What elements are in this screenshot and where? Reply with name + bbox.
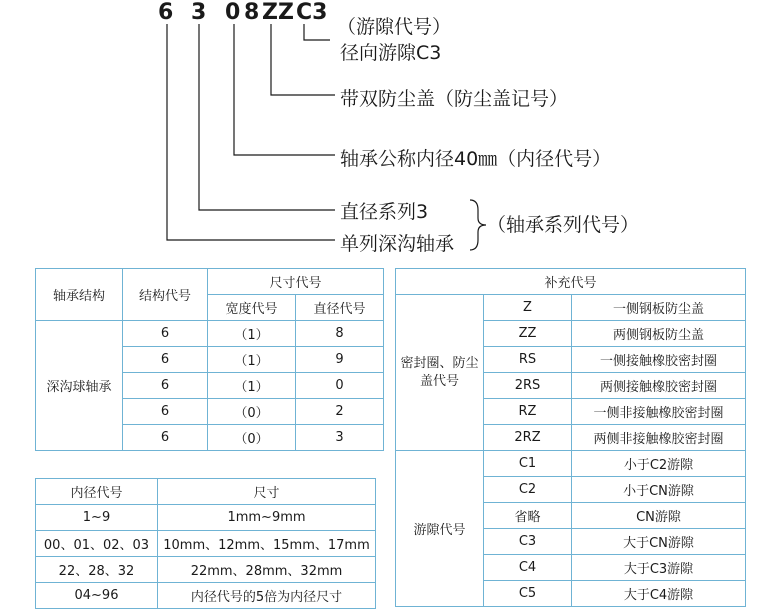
code-digit-bore-1: 0 xyxy=(225,0,241,25)
header-bore-code: 内径代号 xyxy=(36,479,158,505)
table-row xyxy=(36,505,376,531)
leader-shield xyxy=(271,24,335,95)
cell-bore-code: 04~96 xyxy=(36,583,158,609)
cell-desc: 两侧非接触橡胶密封圈 xyxy=(572,425,746,451)
cell-code: 省略 xyxy=(484,503,572,529)
table-row xyxy=(396,295,746,321)
cell-code: 6 xyxy=(123,425,208,451)
cell-desc: 小于C2游隙 xyxy=(572,451,746,477)
code-digit-type: 6 xyxy=(158,0,174,25)
cell-desc: 大于C4游隙 xyxy=(572,581,746,607)
leader-bore xyxy=(234,24,335,155)
label-shield: 带双防尘盖（防尘盖记号） xyxy=(340,88,569,110)
structure-table xyxy=(35,268,384,451)
header-diameter-code: 直径代号 xyxy=(296,295,384,321)
label-diameter-series: 直径系列3 xyxy=(340,201,429,223)
cell-desc: CN游隙 xyxy=(572,503,746,529)
cell-desc: 一侧钢板防尘盖 xyxy=(572,295,746,321)
cell-code: C4 xyxy=(484,555,572,581)
cell-size: 内径代号的5倍为内径尺寸 xyxy=(158,583,376,609)
bearing-code-diagram xyxy=(0,0,778,262)
cell-code: Z xyxy=(484,295,572,321)
cell-size: 22mm、28mm、32mm xyxy=(158,557,376,583)
cell-diameter: 8 xyxy=(296,321,384,347)
header-dimension-code: 尺寸代号 xyxy=(208,269,384,295)
cell-width: （1） xyxy=(208,373,296,399)
cell-code: 2RS xyxy=(484,373,572,399)
label-bearing-type: 单列深沟轴承 xyxy=(340,233,455,255)
cell-desc: 小于CN游隙 xyxy=(572,477,746,503)
bore-table xyxy=(35,478,376,609)
label-series-code: （轴承系列代号） xyxy=(487,214,640,236)
cell-bore-code: 1~9 xyxy=(36,505,158,531)
header-supplement: 补充代号 xyxy=(396,269,746,295)
bearing-type-cell: 深沟球轴承 xyxy=(36,321,123,451)
cell-desc: 大于CN游隙 xyxy=(572,529,746,555)
cell-code: 2RZ xyxy=(484,425,572,451)
cell-size: 1mm~9mm xyxy=(158,505,376,531)
header-size: 尺寸 xyxy=(158,479,376,505)
cell-desc: 两侧钢板防尘盖 xyxy=(572,321,746,347)
cell-size: 10mm、12mm、15mm、17mm xyxy=(158,531,376,557)
brace-symbol xyxy=(470,200,486,250)
cell-code: C3 xyxy=(484,529,572,555)
cell-desc: 两侧接触橡胶密封圈 xyxy=(572,373,746,399)
code-digit-bore-2: 8 xyxy=(244,0,260,25)
cell-width: （1） xyxy=(208,321,296,347)
clearance-group-cell: 游隙代号 xyxy=(396,451,484,607)
cell-code: C1 xyxy=(484,451,572,477)
cell-desc: 大于C3游隙 xyxy=(572,555,746,581)
table-row xyxy=(36,557,376,583)
cell-code: 6 xyxy=(123,347,208,373)
supplement-table xyxy=(395,268,746,607)
cell-bore-code: 22、28、32 xyxy=(36,557,158,583)
header-structure-code: 结构代号 xyxy=(123,269,208,321)
cell-diameter: 3 xyxy=(296,425,384,451)
cell-code: 6 xyxy=(123,321,208,347)
label-clearance: 径向游隙C3 xyxy=(340,42,442,64)
cell-code: 6 xyxy=(123,373,208,399)
code-digit-series: 3 xyxy=(191,0,207,25)
seal-group-cell: 密封圈、防尘盖代号 xyxy=(396,295,484,451)
cell-diameter: 0 xyxy=(296,373,384,399)
code-shield: ZZ xyxy=(262,0,294,25)
cell-code: ZZ xyxy=(484,321,572,347)
table-row xyxy=(36,583,376,609)
cell-diameter: 2 xyxy=(296,399,384,425)
table-row xyxy=(36,321,384,347)
cell-code: 6 xyxy=(123,399,208,425)
leader-clearance xyxy=(304,24,330,40)
table-row xyxy=(396,451,746,477)
table-row xyxy=(36,531,376,557)
cell-code: C2 xyxy=(484,477,572,503)
cell-code: RS xyxy=(484,347,572,373)
cell-desc: 一侧非接触橡胶密封圈 xyxy=(572,399,746,425)
cell-width: （0） xyxy=(208,399,296,425)
header-width-code: 宽度代号 xyxy=(208,295,296,321)
header-structure: 轴承结构 xyxy=(36,269,123,321)
cell-code: C5 xyxy=(484,581,572,607)
cell-width: （1） xyxy=(208,347,296,373)
cell-diameter: 9 xyxy=(296,347,384,373)
code-clearance: C3 xyxy=(296,0,328,25)
leader-diameter-series xyxy=(199,24,335,210)
cell-code: RZ xyxy=(484,399,572,425)
cell-desc: 一侧接触橡胶密封圈 xyxy=(572,347,746,373)
label-clearance-note: （游隙代号） xyxy=(337,16,452,38)
label-bore: 轴承公称内径40㎜（内径代号） xyxy=(340,148,612,170)
cell-bore-code: 00、01、02、03 xyxy=(36,531,158,557)
cell-width: （0） xyxy=(208,425,296,451)
leader-bearing-type xyxy=(167,24,335,240)
